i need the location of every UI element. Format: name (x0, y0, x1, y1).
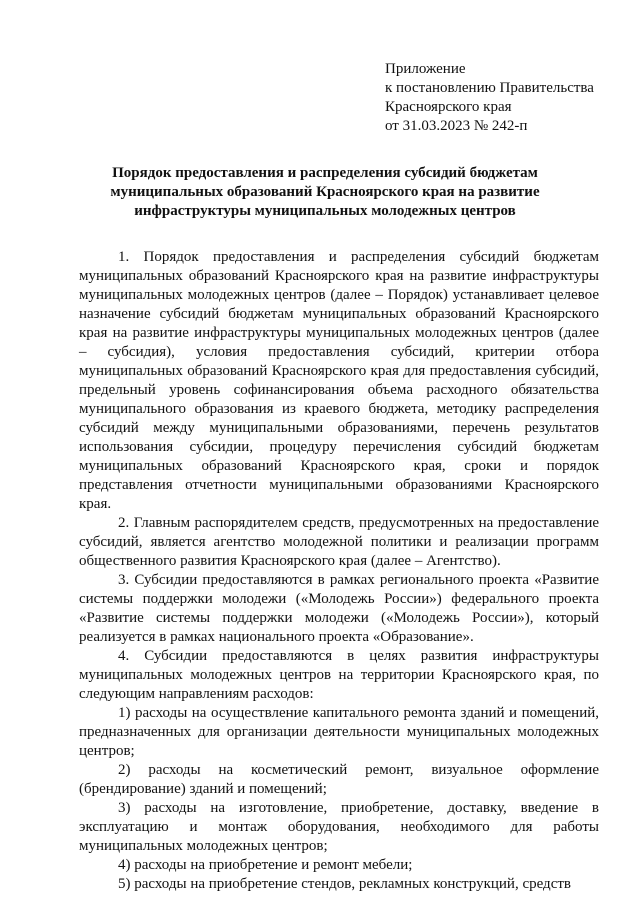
document-title (80, 164, 570, 221)
appendix-line: Красноярского края (385, 99, 512, 115)
list-item-5: 5) расходы на приобретение стендов, рекламных конструкций, средств (118, 876, 571, 892)
title-line: инфраструктуры муниципальных молодежных центров (134, 203, 516, 219)
list-item-1: 1) расходы на осуществление капитального ремонта зданий и помещений, предназначенных для организации деятельности муниципальных молодежных центров; (79, 705, 599, 759)
appendix-line: Приложение (385, 61, 466, 77)
appendix-date-number: от 31.03.2023 № 242-п (385, 118, 528, 134)
list-item-4: 4) расходы на приобретение и ремонт мебели; (118, 857, 413, 873)
paragraph-1: 1. Порядок предоставления и распределения субсидий бюджетам муниципальных образований Красноярского края на развитие инфраструктуры муниципальных молодежных центров (далее – Порядок) устанавливает целевое назначение субсидий бюджетам муниципальных образований Красноярского края на развитие инфраструктуры муниципальных молодежных центров (далее – субсидия), условия предоставления субсидий, критерии отбора муниципальных образований Красноярского края для предоставления субсидий, предельный уровень софинансирования объема расходного обязательства муниципального образования из краевого бюджета, методику распределения субсидий между муниципальными образованиями, перечень результатов использования субсидии, процедуру перечисления субсидий бюджетам муниципальных образований Красноярского края, сроки и порядок представления отчетности муниципальными образованиями Красноярского края. (79, 249, 599, 512)
title-line: муниципальных образований Красноярского края на развитие (110, 184, 540, 200)
title-line: Порядок предоставления и распределения субсидий бюджетам (112, 165, 538, 181)
list-item-2: 2) расходы на косметический ремонт, визуальное оформление (брендирование) зданий и помещений; (79, 762, 599, 797)
paragraph-2: 2. Главным распорядителем средств, предусмотренных на предоставление субсидий, является агентство молодежной политики и реализации программ общественного развития Красноярского края (далее – Агентство). (79, 515, 599, 569)
document-body (79, 248, 599, 894)
paragraph-3: 3. Субсидии предоставляются в рамках регионального проекта «Развитие системы поддержки молодежи («Молодежь России») федерального проекта «Развитие системы поддержки молодежи («Молодежь России»), который реализуется в рамках национального проекта «Образование». (79, 572, 599, 645)
appendix-block (385, 60, 594, 136)
paragraph-4: 4. Субсидии предоставляются в целях развития инфраструктуры муниципальных молодежных центров на территории Красноярского края, по следующим направлениям расходов: (79, 648, 599, 702)
list-item-3: 3) расходы на изготовление, приобретение, доставку, введение в эксплуатацию и монтаж оборудования, необходимого для работы муниципальных молодежных центров; (79, 800, 599, 854)
appendix-line: к постановлению Правительства (385, 80, 594, 96)
